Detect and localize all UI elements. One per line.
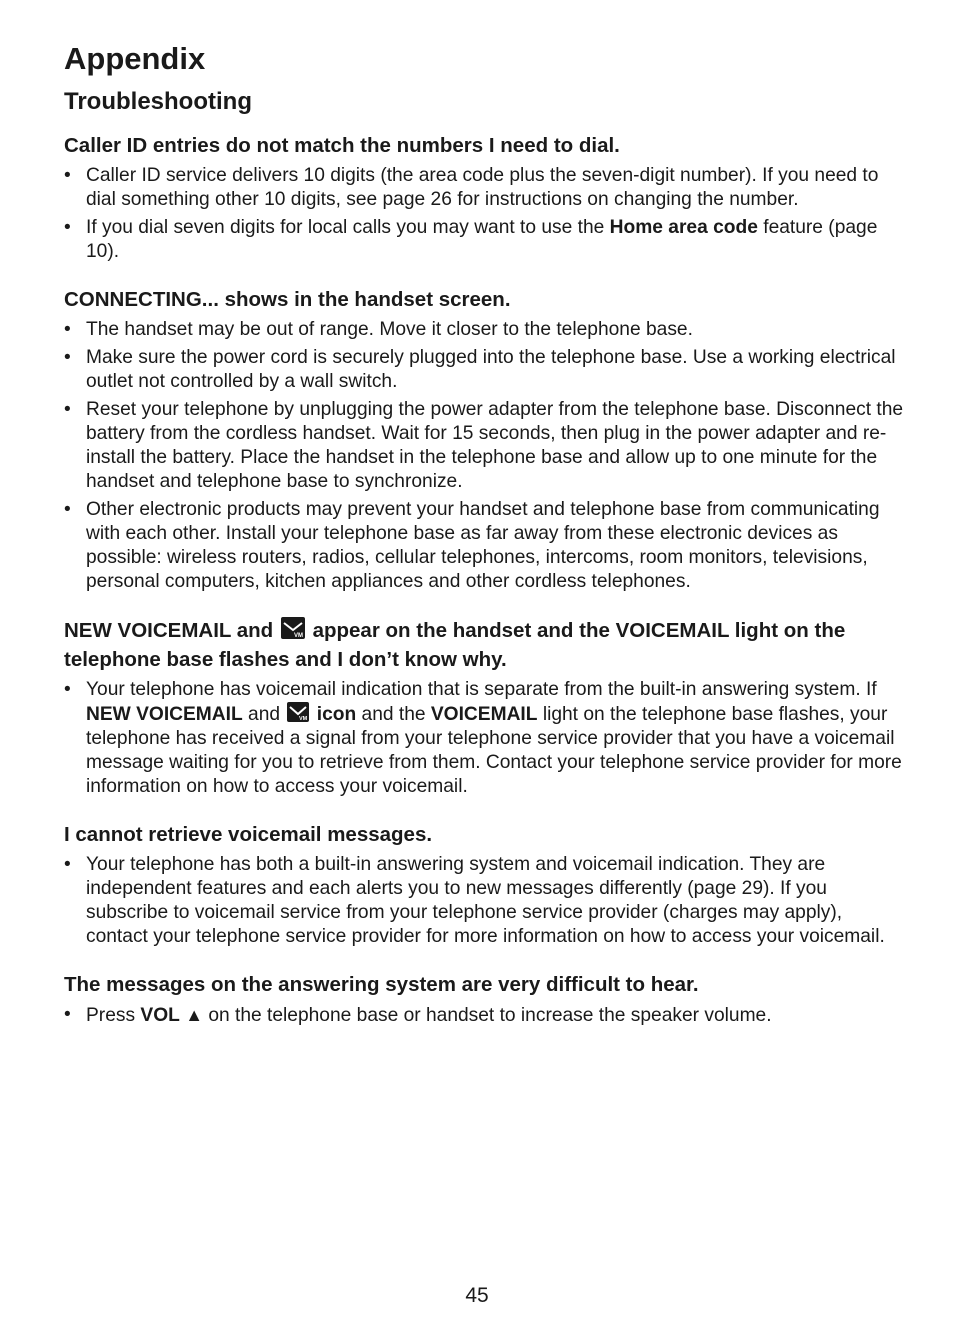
- section-new-voicemail: [64, 616, 909, 799]
- section-heading: Caller ID entries do not match the numbers I need to dial.: [64, 134, 620, 157]
- volume-up-triangle-icon: ▲: [185, 1005, 204, 1025]
- svg-text:VM: VM: [293, 633, 303, 639]
- section-heading: I cannot retrieve voicemail messages.: [64, 823, 433, 846]
- bullet-list: [64, 678, 909, 799]
- page-title: Appendix: [64, 41, 206, 76]
- section-connecting: [64, 285, 909, 594]
- list-item: • Reset your telephone by unplugging the power adapter from the telephone base. Disconnect the battery from the cordless handset. Wait for 15 seconds, then plug in the power adapter and re-install the battery. Place the handset in the telephone base and allow up to one minute for the handset and telephone base to synchronize.: [64, 398, 909, 494]
- section-title-troubleshooting: Troubleshooting: [64, 88, 252, 115]
- list-item: • Caller ID service delivers 10 digits (the area code plus the seven-digit number). If you need to dial something other 10 digits, see page 26 for instructions on changing the number.: [64, 164, 909, 212]
- section-cannot-retrieve-voicemail: [64, 820, 909, 949]
- manual-page: [64, 40, 909, 1032]
- bullet-list: [64, 853, 909, 949]
- list-item: • If you dial seven digits for local calls you may want to use the Home area code feature (page 10).: [64, 216, 909, 264]
- list-item: • The handset may be out of range. Move it closer to the telephone base.: [64, 318, 909, 342]
- list-item: • Your telephone has voicemail indication that is separate from the built-in answering system. If NEW VOICEMAIL and VM icon and the VOICEMAIL light on the telephone base flashes, your telephone has received a signal from your telephone service provider that you have a voicemail message waiting for you to retrieve from them. Contact your telephone service provider for more information on how to access your voicemail.: [64, 678, 909, 799]
- bullet-list: [64, 164, 909, 264]
- section-caller-id: [64, 131, 909, 264]
- section-messages-hard-to-hear: [64, 970, 909, 1028]
- list-item: • Make sure the power cord is securely plugged into the telephone base. Use a working electrical outlet not controlled by a wall switch.: [64, 346, 909, 394]
- list-item: • Other electronic products may prevent your handset and telephone base from communicating with each other. Install your telephone base as far away from these electronic devices as possible: wireless routers, radios, cellular telephones, intercoms, room monitors, televisions, personal computers, kitchen appliances and other cordless telephones.: [64, 498, 909, 594]
- voicemail-envelope-icon: [287, 702, 309, 722]
- section-heading: The messages on the answering system are very difficult to hear.: [64, 973, 699, 996]
- section-heading: NEW VOICEMAIL and VM appear on the handset and the VOICEMAIL light on the telephone base flashes and I don’t know why.: [64, 619, 846, 671]
- bullet-list: [64, 1003, 909, 1028]
- list-item: • Your telephone has both a built-in answering system and voicemail indication. They are independent features and each alerts you to new messages differently (page 29). If you subscribe to voicemail service from your telephone service provider (charges may apply), contact your telephone service provider for more information on how to access your voicemail.: [64, 853, 909, 949]
- svg-text:VM: VM: [299, 716, 308, 722]
- section-heading: CONNECTING... shows in the handset screen.: [64, 288, 511, 311]
- page-number: 45: [465, 1284, 489, 1307]
- bullet-list: [64, 318, 909, 594]
- list-item: • Press VOL ▲ on the telephone base or handset to increase the speaker volume.: [64, 1003, 909, 1028]
- voicemail-envelope-icon: [281, 617, 305, 639]
- bold-term: Home area code: [609, 217, 758, 238]
